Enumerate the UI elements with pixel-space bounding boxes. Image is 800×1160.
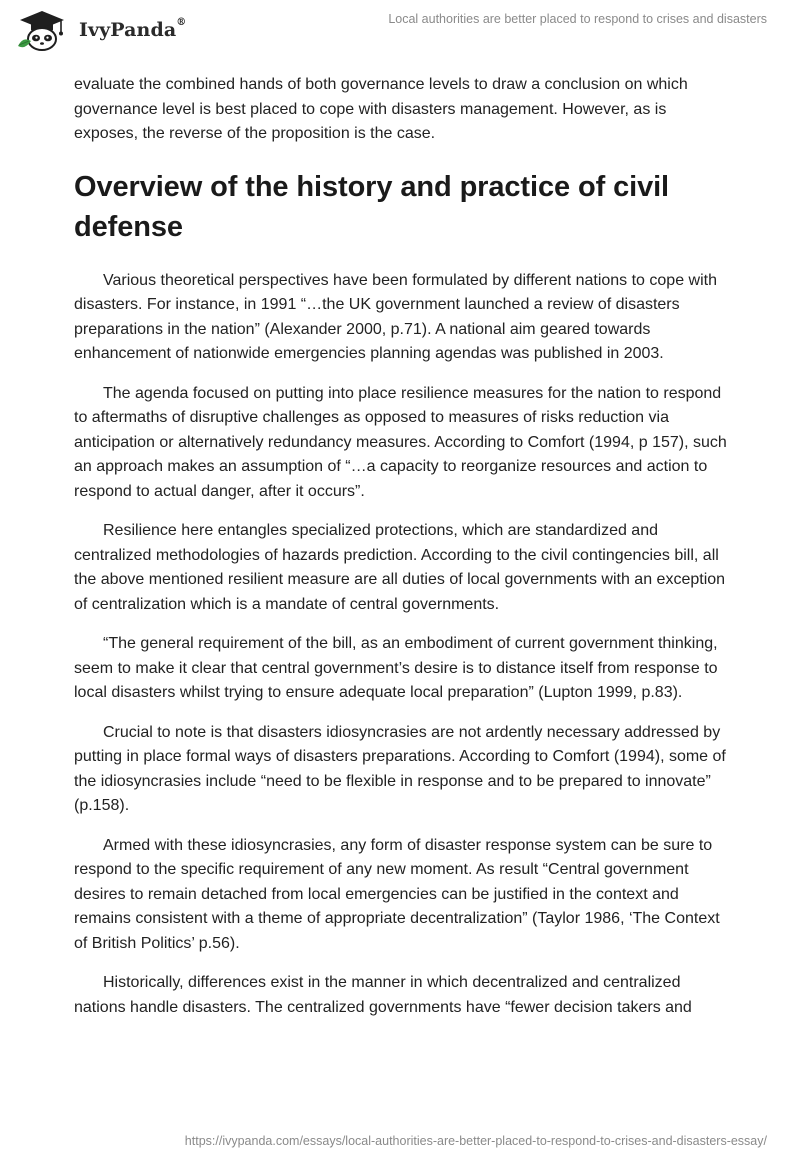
body-paragraph: Various theoretical perspectives have been formulated by different nations to cope with disasters. For instance, in 1991 “…the UK government launched a review of disasters preparations in the nation” (Alexander 2000, p.71). A national aim geared towards enhancement of nationwide emergencies planning agendas was published in 2003. bbox=[74, 271, 717, 362]
document-title: Local authorities are better placed to respond to crises and disasters bbox=[388, 12, 767, 26]
body-paragraph: “The general requirement of the bill, as an embodiment of current government thinking, seem to make it clear that central government’s desire is to distance itself from response to local disasters whilst trying to ensure adequate local preparation” (Lupton 1999, p.83). bbox=[74, 635, 718, 701]
body-paragraph: Historically, differences exist in the manner in which decentralized and centralized nations handle disasters. The centralized governments have “fewer decision takers and bbox=[74, 974, 692, 1016]
section-heading: Overview of the history and practice of civil defense bbox=[74, 170, 670, 243]
body-paragraph: The agenda focused on putting into place resilience measures for the nation to respond to aftermaths of disruptive challenges as opposed to measures of risks reduction via anticipation or alternatively redundancy measures. According to Comfort (1994, p 157), such an approach makes an assumption of “…a capacity to reorganize resources and action to respond to actual danger, after it occurs”. bbox=[74, 384, 727, 500]
body-paragraph: Resilience here entangles specialized protections, which are standardized and centralized methodologies of hazards prediction. According to the civil contingencies bill, all the above mentioned resilient measure are all duties of local governments with an exception of centralization which is a mandate of central governments. bbox=[74, 522, 726, 613]
brand-logo[interactable] bbox=[14, 8, 186, 52]
page-header bbox=[0, 0, 800, 60]
essay-content bbox=[74, 73, 734, 1035]
body-paragraph: Armed with these idiosyncrasies, any form of disaster response system can be sure to respond to the specific requirement of any new moment. As result “Central government desires to remain detached from local emergencies can be justified in the context and remains consistent with a theme of appropriate decentralization” (Taylor 1986, ‘The Context of British Politics’ p.56). bbox=[74, 836, 720, 952]
body-paragraph: Crucial to note is that disasters idiosyncrasies are not ardently necessary addressed by putting in place formal ways of disasters preparations. According to Comfort (1994), some of the idiosyncrasies include “need to be flexible in response and to be prepared to innovate” (p.158). bbox=[74, 723, 726, 814]
panda-logo-icon bbox=[14, 8, 74, 52]
intro-paragraph: evaluate the combined hands of both governance levels to draw a conclusion on which governance level is best placed to cope with disasters management. However, as is exposes, the reverse of the proposition is the case. bbox=[74, 76, 688, 142]
source-url[interactable]: https://ivypanda.com/essays/local-authorities-are-better-placed-to-respond-to-crises-and-disasters-essay/ bbox=[184, 1134, 767, 1148]
logo-text: IvyPanda® bbox=[79, 17, 187, 41]
